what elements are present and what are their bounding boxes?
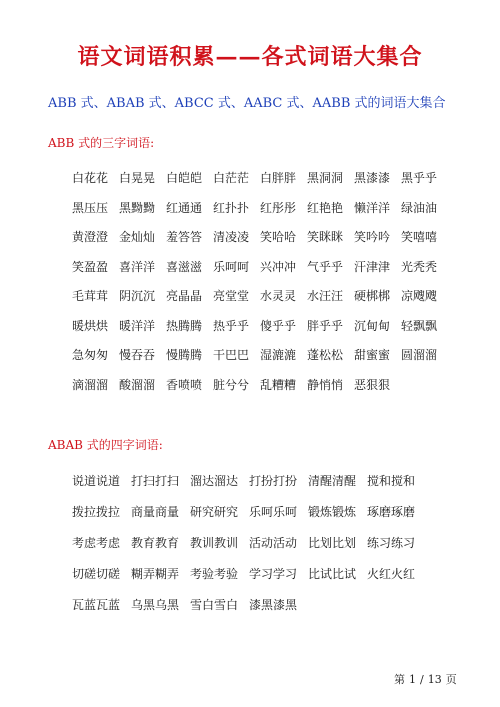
word-item: 打扫打扫 — [131, 474, 180, 488]
word-item: 水汪汪 — [307, 289, 344, 304]
word-item: 气乎乎 — [307, 259, 344, 274]
word-item: 瓦蓝瓦蓝 — [72, 598, 121, 612]
page-separator: / — [420, 673, 424, 686]
word-item: 考虑考虑 — [72, 536, 121, 550]
word-item: 白花花 — [72, 171, 109, 186]
word-item: 香喷喷 — [166, 377, 203, 392]
word-item: 乐呵乐呵 — [249, 505, 298, 519]
word-item: 红扑扑 — [213, 200, 250, 215]
word-item: 黑乎乎 — [401, 171, 438, 186]
word-item: 学习学习 — [249, 567, 298, 581]
word-row — [72, 340, 448, 370]
word-item: 笑眯眯 — [307, 230, 344, 245]
word-item: 脏兮兮 — [213, 377, 250, 392]
word-item: 雪白雪白 — [190, 598, 239, 612]
word-item: 清凌凌 — [213, 230, 250, 245]
word-item: 湿漉漉 — [260, 348, 297, 363]
word-item: 比试比试 — [308, 567, 357, 581]
word-item: 亮晶晶 — [166, 289, 203, 304]
word-item: 教训教训 — [190, 536, 239, 550]
word-item: 练习练习 — [367, 536, 416, 550]
word-item: 光秃秃 — [401, 259, 438, 274]
word-item: 傻乎乎 — [260, 318, 297, 333]
word-item: 琢磨琢磨 — [367, 505, 416, 519]
word-item: 红通通 — [166, 200, 203, 215]
word-item: 酸溜溜 — [119, 377, 156, 392]
word-item: 白皑皑 — [166, 171, 203, 186]
word-item: 甜蜜蜜 — [354, 348, 391, 363]
word-item: 干巴巴 — [213, 348, 250, 363]
word-item: 亮堂堂 — [213, 289, 250, 304]
word-item: 白茫茫 — [213, 171, 250, 186]
word-item: 拨拉拨拉 — [72, 505, 121, 519]
word-item: 懒洋洋 — [354, 200, 391, 215]
word-row — [72, 496, 426, 527]
word-item: 硬梆梆 — [354, 289, 391, 304]
total-pages: 13 — [427, 673, 442, 686]
abab-section-heading: ABAB 式的四字词语: — [48, 438, 163, 452]
word-item: 沉甸甸 — [354, 318, 391, 333]
word-item: 活动活动 — [249, 536, 298, 550]
abb-section-heading: ABB 式的三字词语: — [48, 136, 155, 150]
word-item: 急匆匆 — [72, 348, 109, 363]
word-item: 黑黝黝 — [119, 200, 156, 215]
word-item: 圆溜溜 — [401, 348, 438, 363]
word-item: 红艳艳 — [307, 200, 344, 215]
word-item: 阴沉沉 — [119, 289, 156, 304]
word-item: 慢吞吞 — [119, 348, 156, 363]
word-row — [72, 465, 426, 496]
word-item: 笑吟吟 — [354, 230, 391, 245]
word-item: 胖乎乎 — [307, 318, 344, 333]
word-item: 滴溜溜 — [72, 377, 109, 392]
page-suffix: 页 — [445, 673, 457, 686]
word-item: 清醒清醒 — [308, 474, 357, 488]
word-item: 轻飘飘 — [401, 318, 438, 333]
page-prefix: 第 — [394, 673, 405, 686]
word-row — [72, 281, 448, 311]
word-item: 白晃晃 — [119, 171, 156, 186]
word-item: 比划比划 — [308, 536, 357, 550]
page-number — [392, 671, 459, 687]
word-row — [72, 252, 448, 282]
page-title: 语文词语积累——各式词语大集合 — [77, 44, 423, 70]
current-page: 1 — [409, 673, 416, 686]
word-item: 黑洞洞 — [307, 171, 344, 186]
word-item: 毛茸茸 — [72, 289, 109, 304]
word-item: 喜洋洋 — [119, 259, 156, 274]
word-item: 喜滋滋 — [166, 259, 203, 274]
word-item: 笑嘻嘻 — [401, 230, 438, 245]
word-item: 火红火红 — [367, 567, 416, 581]
word-item: 笑哈哈 — [260, 230, 297, 245]
word-item: 漆黑漆黑 — [249, 598, 298, 612]
abb-word-grid — [72, 163, 448, 399]
word-item: 白胖胖 — [260, 171, 297, 186]
word-item: 搅和搅和 — [367, 474, 416, 488]
word-item: 蓬松松 — [307, 348, 344, 363]
word-row — [72, 163, 448, 193]
word-row — [72, 527, 426, 558]
word-item: 凉飕飕 — [401, 289, 438, 304]
word-item: 慢腾腾 — [166, 348, 203, 363]
word-item: 打扮打扮 — [249, 474, 298, 488]
word-row — [72, 311, 448, 341]
subtitle: ABB 式、ABAB 式、ABCC 式、AABC 式、AABB 式的词语大集合 — [48, 96, 446, 111]
word-item: 乱糟糟 — [260, 377, 297, 392]
word-item: 热乎乎 — [213, 318, 250, 333]
word-item: 黑压压 — [72, 200, 109, 215]
word-item: 水灵灵 — [260, 289, 297, 304]
word-item: 黑漆漆 — [354, 171, 391, 186]
word-item: 红彤彤 — [260, 200, 297, 215]
word-item: 兴冲冲 — [260, 259, 297, 274]
word-row — [72, 589, 426, 620]
abab-word-grid — [72, 465, 426, 620]
word-item: 商量商量 — [131, 505, 180, 519]
word-item: 绿油油 — [401, 200, 438, 215]
word-item: 乌黑乌黑 — [131, 598, 180, 612]
word-item: 切磋切磋 — [72, 567, 121, 581]
word-item: 说道说道 — [72, 474, 121, 488]
word-item: 糊弄糊弄 — [131, 567, 180, 581]
word-item: 考验考验 — [190, 567, 239, 581]
word-item: 锻炼锻炼 — [308, 505, 357, 519]
word-row — [72, 193, 448, 223]
word-item: 教育教育 — [131, 536, 180, 550]
word-item: 乐呵呵 — [213, 259, 250, 274]
word-row — [72, 558, 426, 589]
word-item: 恶狠狠 — [354, 377, 391, 392]
word-item: 暖烘烘 — [72, 318, 109, 333]
word-item: 溜达溜达 — [190, 474, 239, 488]
word-item: 暖洋洋 — [119, 318, 156, 333]
word-item: 汗津津 — [354, 259, 391, 274]
word-item: 金灿灿 — [119, 230, 156, 245]
word-item: 热腾腾 — [166, 318, 203, 333]
word-item: 黄澄澄 — [72, 230, 109, 245]
word-item: 羞答答 — [166, 230, 203, 245]
word-item: 笑盈盈 — [72, 259, 109, 274]
word-row — [72, 370, 448, 400]
word-row — [72, 222, 448, 252]
word-item: 研究研究 — [190, 505, 239, 519]
word-item: 静悄悄 — [307, 377, 344, 392]
